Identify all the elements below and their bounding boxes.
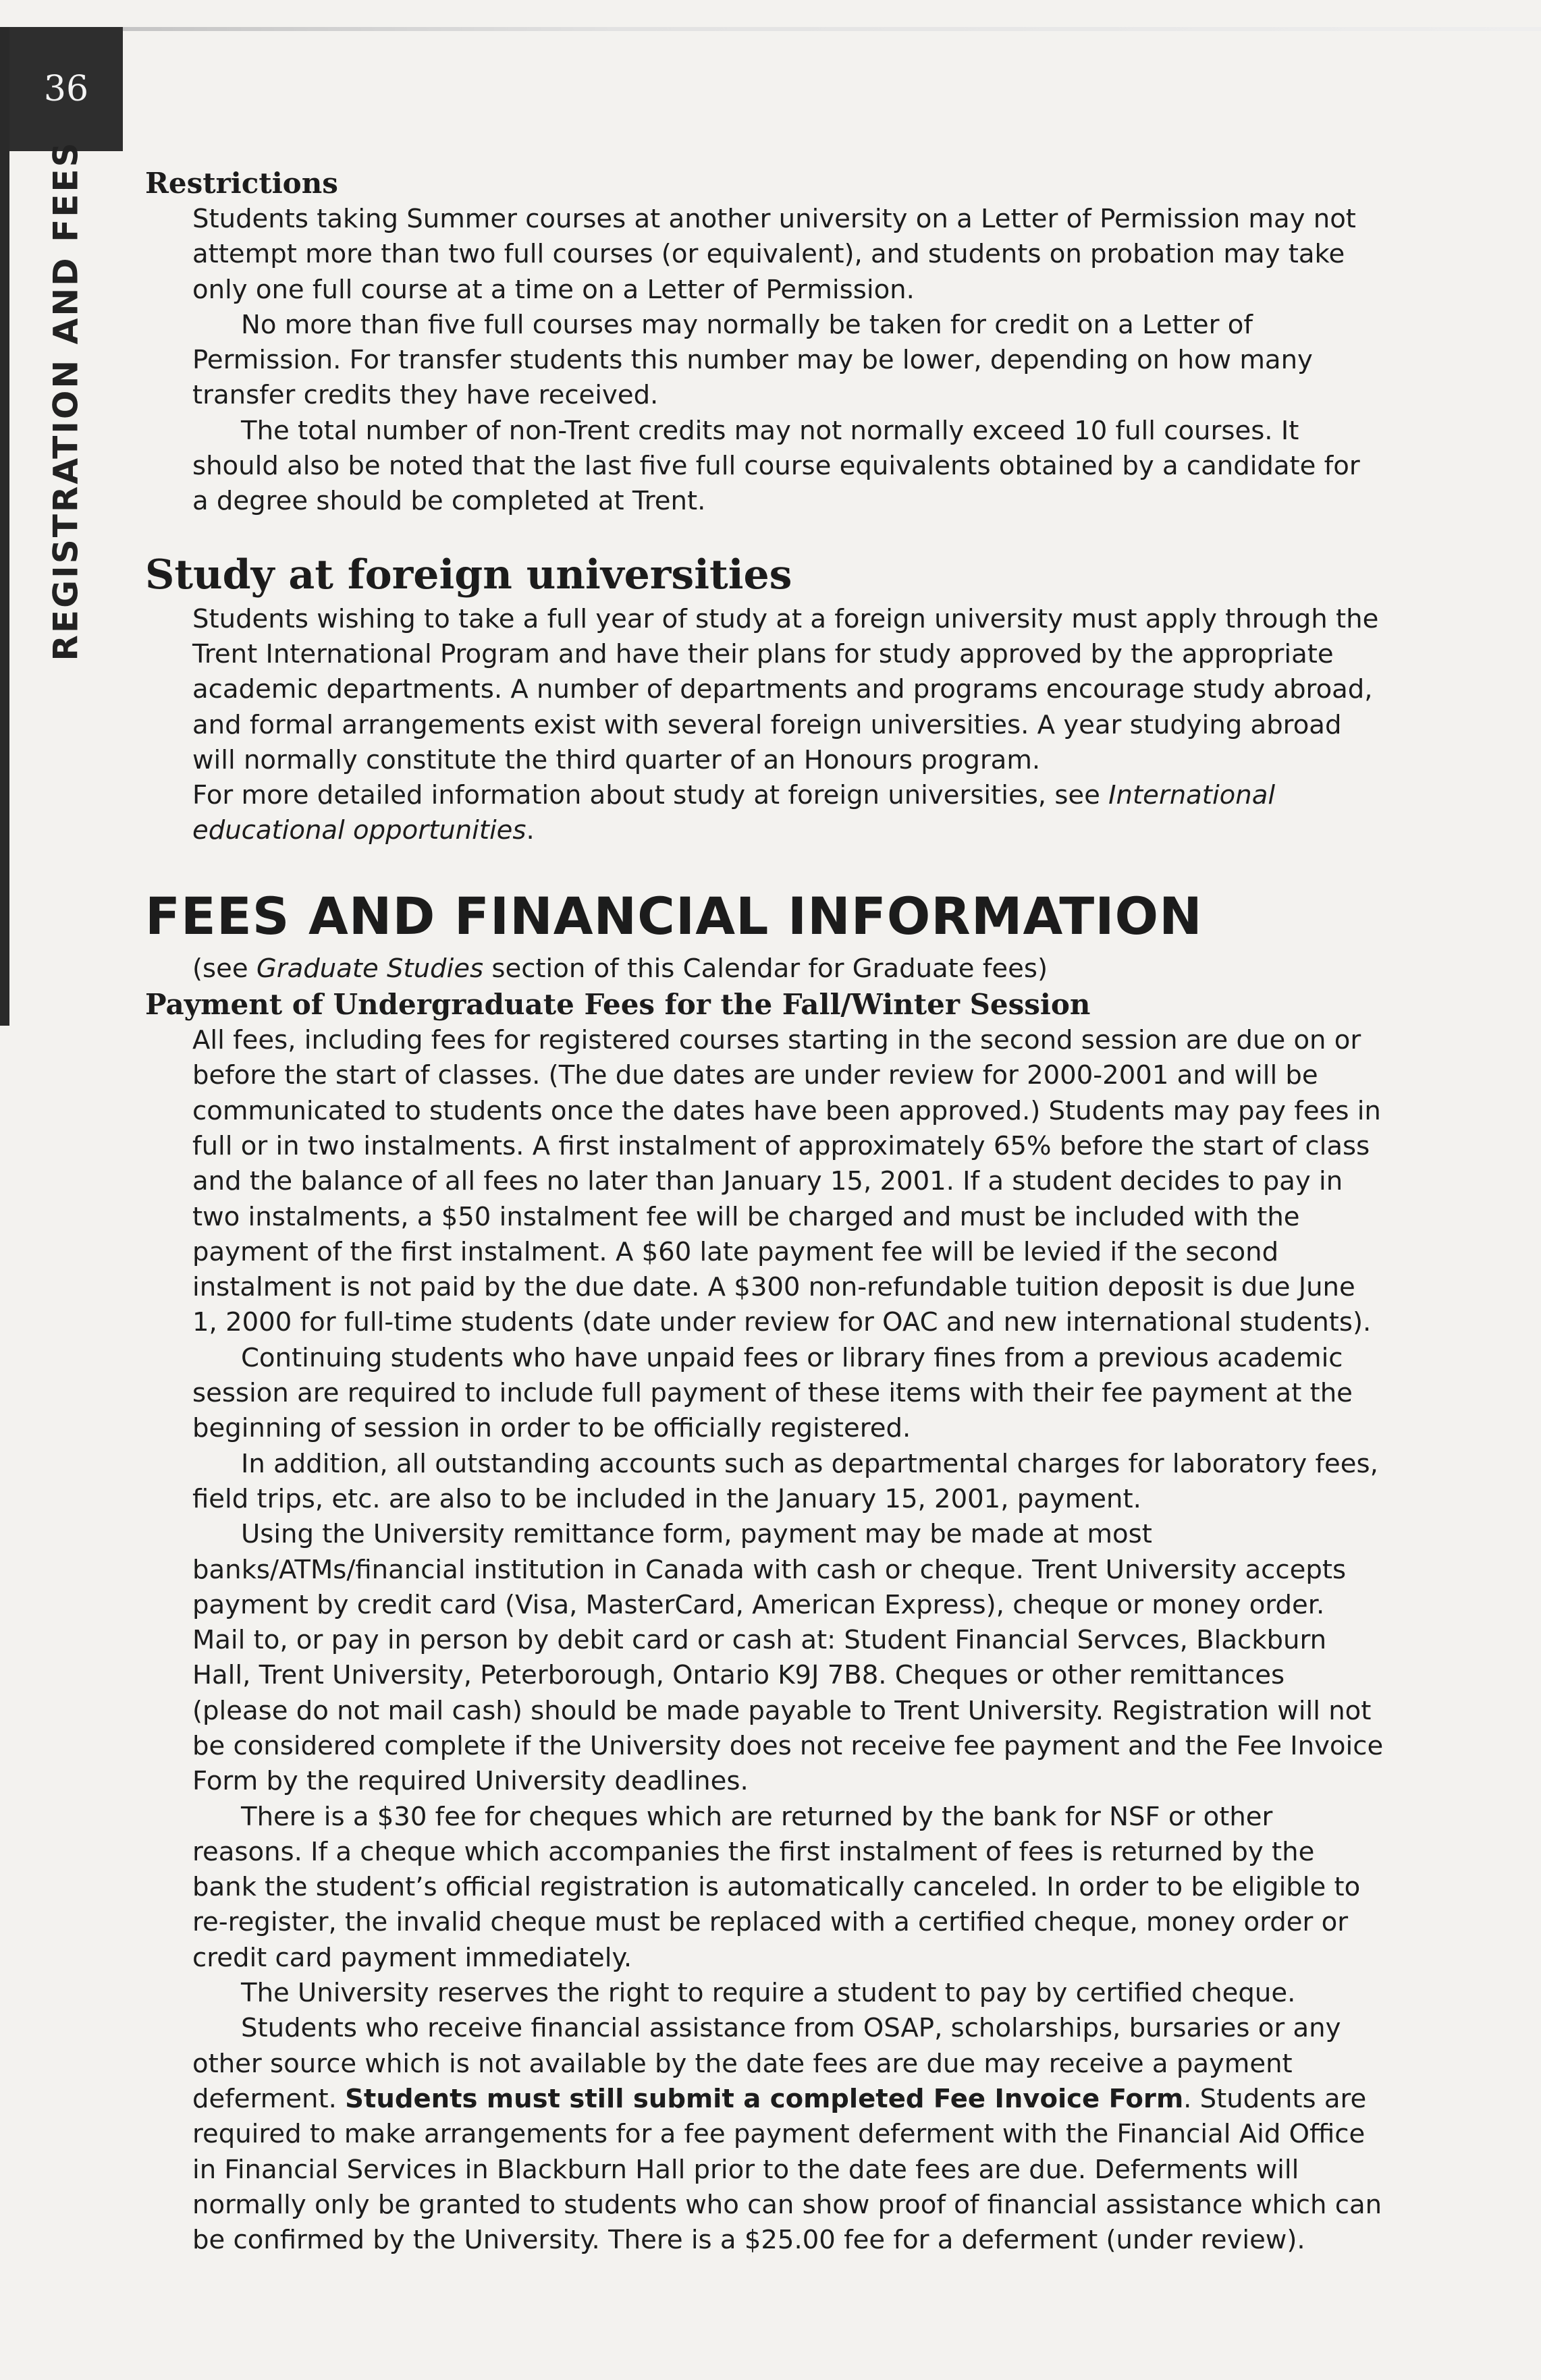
fees-paragraph: In addition, all outstanding accounts such as departmental charges for laboratory fees, field trips, etc. are also to be included in the January 15, 2001, payment.	[192, 1448, 1378, 1514]
foreign-study-heading: Study at foreign universities	[145, 551, 792, 599]
fees-paragraph: The University reserves the right to require a student to pay by certified cheque.	[241, 1978, 1296, 2009]
osap-bold: Students must still submit a completed Fee Invoice Form	[345, 2083, 1184, 2114]
page-number	[9, 27, 123, 151]
graduate-fees-note	[192, 951, 1384, 987]
note-text: (see	[192, 953, 256, 984]
osap-text-mid: , scholarships, bursaries or any other source which is not available by the date fees are due may receive a payment deferment.	[192, 2013, 1341, 2114]
restrictions-paragraph: The total number of non-Trent credits may not normally exceed 10 full courses. It should also be noted that the last five full course equivalents obtained by a candidate for a degree should be completed at Trent.	[192, 415, 1360, 517]
foreign-ref-text: For more detailed information about study at foreign universities, see	[192, 780, 1109, 811]
restrictions-paragraph: Students taking Summer courses at another university on a Letter of Permission may not attempt more than two full courses (or equivalent), and students on probation may take only one full course at a time on a Letter of Permission.	[192, 204, 1356, 305]
side-bar	[0, 27, 9, 1026]
section-tab-label: REGISTRATION AND FEES	[47, 140, 86, 661]
osap-text-end: . Students are required to make arrangements for a fee payment deferment with the Financial Aid Office in Financial Services in Blackburn Hall prior to the date fees are due. Deferments will normally only be granted to students who can show proof of financial assistance which can be confirmed by the University. There is a $25.00 fee for a deferment (under review).	[192, 2083, 1382, 2256]
fees-paragraph: Using the University remittance form, payment may be made at most banks/ATMs/financial institution in Canada with cash or cheque. Trent University accepts payment by credit card (Visa, MasterCard, American Express), cheque or money order. Mail to, or pay in person by debit card or cash at: Student Financial Servces, Blackburn Hall, Trent University, Peterborough, Ontario K9J 7B8. Cheques or other remittances (please do not mail cash) should be made payable to Trent University. Registration will not be considered complete if the University does not receive fee payment and the Fee Invoice Form by the required University deadlines.	[192, 1519, 1384, 1797]
restrictions-paragraph: No more than five full courses may normally be taken for credit on a Letter of Permission. For transfer students this number may be lower, depending on how many transfer credits they have received.	[192, 309, 1313, 411]
foreign-ref-italic: International educational opportunities	[192, 780, 1276, 846]
page-content	[145, 165, 1384, 2258]
payment-heading: Payment of Undergraduate Fees for the Fall/Winter Session	[145, 988, 1091, 1022]
osap-text: Students who receive financial assistance from	[241, 2013, 863, 2044]
top-rule	[0, 27, 1541, 31]
fees-paragraph: There is a $30 fee for cheques which are returned by the bank for NSF or other reasons. If a cheque which accompanies the first instalment of fees is returned by the bank the student’s official registration is automatically canceled. In order to be eligible to re-register, the invalid cheque must be replaced with a certified cheque, money order or credit card payment immediately.	[192, 1801, 1361, 1973]
osap-acronym: OSAP	[863, 2013, 935, 2044]
fees-heading: FEES AND FINANCIAL INFORMATION	[145, 885, 1203, 946]
osap-paragraph	[192, 2011, 1384, 2258]
foreign-ref-end: .	[526, 815, 535, 846]
note-italic: Graduate Studies	[256, 953, 484, 984]
fees-paragraph: Continuing students who have unpaid fees or library fines from a previous academic session are required to include full payment of these items with their fee payment at the beginning of session in order to be officially registered.	[192, 1342, 1353, 1444]
restrictions-heading: Restrictions	[145, 167, 338, 200]
page-number-text: 36	[43, 69, 89, 109]
foreign-study-paragraph: Students wishing to take a full year of study at a foreign university must apply through the Trent International Program and have their plans for study approved by the appropriate academic departments. A number of departments and programs encourage study abroad, and formal arrangements exist with several foreign universities. A year studying abroad will normally constitute the third quarter of an Honours program.	[192, 603, 1379, 775]
note-text-end: section of this Calendar for Graduate fees)	[483, 953, 1048, 984]
section-tab	[9, 140, 123, 661]
fees-paragraph: All fees, including fees for registered courses starting in the second session are due on or before the start of classes. (The due dates are under review for 2000-2001 and will be communicated to students once the dates have been approved.) Students may pay fees in full or in two instalments. A first instalment of approximately 65% before the start of class and the balance of all fees no later than January 15, 2001. If a student decides to pay in two instalments, a $50 instalment fee will be charged and must be included with the payment of the first instalment. A $60 late payment fee will be levied if the second instalment is not paid by the due date. A $300 non-refundable tuition deposit is due June 1, 2000 for full-time students (date under review for OAC and new international students).	[192, 1025, 1381, 1338]
foreign-study-reference	[192, 778, 1384, 849]
